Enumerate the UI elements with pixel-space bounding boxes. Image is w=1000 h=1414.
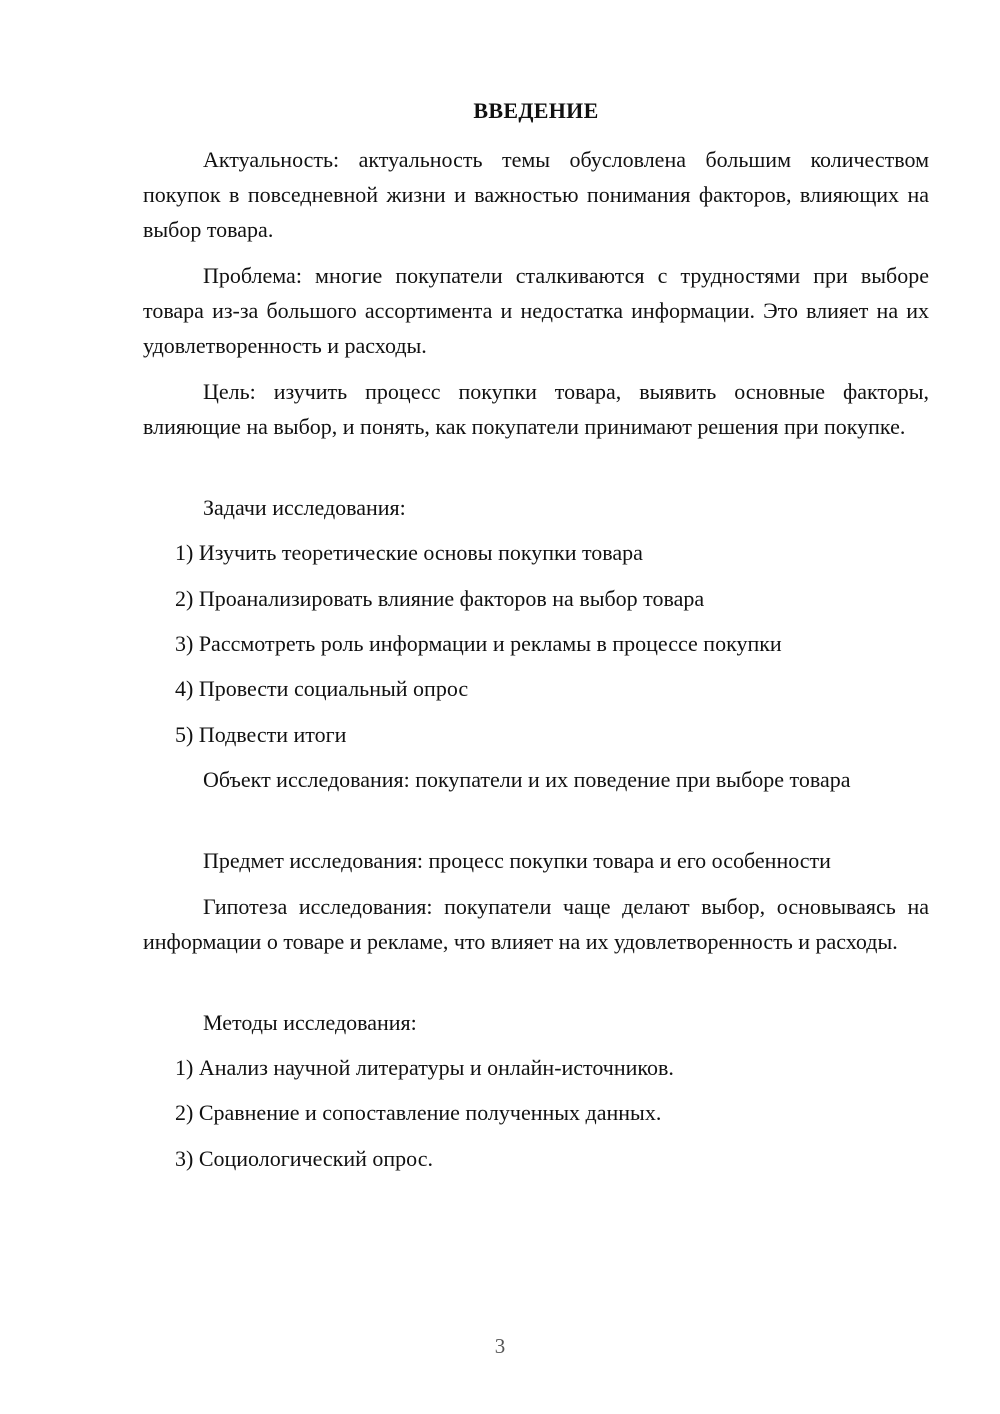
task-item-4: 4) Провести социальный опрос xyxy=(175,676,469,701)
section-title: ВВЕДЕНИЕ xyxy=(473,98,599,123)
page-number: 3 xyxy=(494,1334,506,1358)
method-item-2: 2) Сравнение и сопоставление полученных данных. xyxy=(175,1100,662,1125)
task-item-5: 5) Подвести итоги xyxy=(175,722,347,747)
method-item-3: 3) Социологический опрос. xyxy=(175,1146,433,1171)
method-item-1: 1) Анализ научной литературы и онлайн-источников. xyxy=(175,1055,674,1080)
task-item-1: 1) Изучить теоретические основы покупки товара xyxy=(175,540,643,565)
methods-heading: Методы исследования: xyxy=(203,1010,417,1035)
paragraph-relevance: Актуальность: актуальность темы обусловлена большим количеством покупок в повседневной жизни и важностью понимания факторов, влияющих на выбор товара. xyxy=(143,147,929,242)
paragraph-hypothesis: Гипотеза исследования: покупатели чаще делают выбор, основываясь на информации о товаре и рекламе, что влияет на их удовлетворенность и расходы. xyxy=(143,894,929,954)
tasks-heading: Задачи исследования: xyxy=(203,495,406,520)
task-item-3: 3) Рассмотреть роль информации и рекламы в процессе покупки xyxy=(175,631,782,656)
paragraph-problem: Проблема: многие покупатели сталкиваются с трудностями при выборе товара из-за большого ассортимента и недостатка информации. Это влияет на их удовлетворенность и расходы. xyxy=(143,263,929,358)
paragraph-object: Объект исследования: покупатели и их поведение при выборе товара xyxy=(203,767,851,792)
paragraph-subject: Предмет исследования: процесс покупки товара и его особенности xyxy=(203,848,831,873)
paragraph-goal: Цель: изучить процесс покупки товара, выявить основные факторы, влияющие на выбор, и понять, как покупатели принимают решения при покупке. xyxy=(143,379,929,439)
task-item-2: 2) Проанализировать влияние факторов на выбор товара xyxy=(175,586,705,611)
